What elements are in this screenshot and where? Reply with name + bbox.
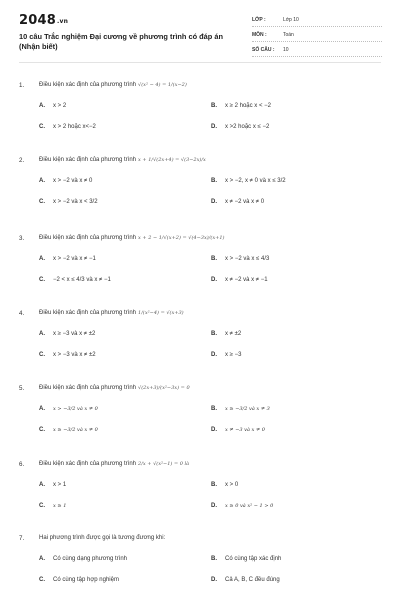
info-label: MÔN :: [252, 31, 267, 38]
question-number: 3.: [19, 234, 25, 242]
option-d[interactable]: [211, 501, 273, 511]
options: [39, 101, 381, 139]
option-letter: C.: [39, 277, 45, 283]
option-text: x ≥ 2 hoặc x < −2: [225, 103, 271, 109]
question-text: [39, 461, 189, 467]
option-letter: B.: [211, 331, 217, 337]
question-text: [39, 157, 206, 163]
question-stem: Điều kiện xác định của phương trình: [39, 157, 137, 163]
question-3: [19, 233, 381, 292]
option-letter: B.: [211, 556, 217, 562]
option-letter: A.: [39, 178, 45, 184]
option-text: x >2 hoặc x ≤ −2: [225, 124, 270, 130]
option-b[interactable]: [211, 404, 270, 414]
question-text: [39, 535, 167, 541]
question-6: [19, 459, 381, 518]
option-text: x > 1: [53, 482, 67, 488]
option-d[interactable]: [211, 197, 264, 207]
info-label: LỚP :: [252, 16, 266, 23]
option-text: x > −3 và x ≠ ±2: [53, 352, 96, 358]
option-letter: A.: [39, 256, 45, 262]
option-letter: C.: [39, 199, 45, 205]
option-letter: D.: [211, 352, 217, 358]
option-b[interactable]: [211, 101, 271, 111]
option-letter: B.: [211, 256, 217, 262]
question-stem: Hai phương trình được gọi là tương đương khi:: [39, 535, 166, 541]
options: [39, 404, 381, 442]
info-panel: [252, 15, 382, 60]
option-text: x > −2 và x < 3/2: [53, 199, 98, 205]
option-a[interactable]: [39, 176, 92, 186]
question-text: [39, 385, 190, 391]
option-text: x > −2, x ≠ 0 và x ≤ 3/2: [225, 178, 286, 184]
option-letter: C.: [39, 124, 45, 130]
option-text: x ≠ −2 và x ≠ 0: [225, 199, 265, 205]
option-letter: C.: [39, 352, 45, 358]
option-text: x > −2 và x ≤ 4/3: [225, 256, 270, 262]
question-math: 2/x + √(x²−1) = 0 là: [138, 461, 190, 467]
option-letter: A.: [39, 331, 45, 337]
option-text: x ≥ −3/2 và x ≠ 0: [53, 427, 98, 433]
option-letter: B.: [211, 482, 217, 488]
option-text: x ≥ −3: [225, 352, 242, 358]
question-stem: Điều kiện xác định của phương trình: [39, 461, 137, 467]
options: [39, 554, 381, 592]
option-d[interactable]: [211, 350, 241, 360]
option-letter: D.: [211, 503, 217, 509]
question-math: x + 1/√(2x+4) = √(3−2x)/x: [138, 157, 206, 163]
option-letter: B.: [211, 103, 217, 109]
question-stem: Điều kiện xác định của phương trình: [39, 385, 137, 391]
option-letter: A.: [39, 556, 45, 562]
question-5: [19, 383, 381, 442]
option-c[interactable]: [39, 197, 98, 207]
option-d[interactable]: [211, 275, 268, 285]
option-a[interactable]: [39, 329, 95, 339]
options: [39, 480, 381, 518]
info-value: Toán: [283, 31, 294, 38]
info-row-count: [252, 45, 382, 54]
question-math: 1/(x²−4) = √(x+3): [138, 310, 184, 316]
option-c[interactable]: [39, 275, 111, 285]
info-row-class: [252, 15, 382, 24]
option-d[interactable]: [211, 122, 269, 132]
option-b[interactable]: [211, 329, 241, 339]
option-letter: A.: [39, 103, 45, 109]
option-letter: D.: [211, 124, 217, 130]
info-value: 10: [283, 46, 289, 53]
info-row-subject: [252, 30, 382, 39]
option-c[interactable]: [39, 575, 119, 585]
question-1: [19, 80, 381, 139]
option-text: x > −3/2 và x ≠ 0: [53, 406, 98, 412]
question-number: 6.: [19, 460, 25, 468]
option-text: x > 0: [225, 482, 239, 488]
option-a[interactable]: [39, 404, 98, 414]
option-c[interactable]: [39, 350, 96, 360]
option-letter: D.: [211, 577, 217, 583]
option-b[interactable]: [211, 554, 281, 564]
option-text: x ≥ 0 và x² − 1 > 0: [225, 503, 274, 509]
option-letter: A.: [39, 406, 45, 412]
question-number: 5.: [19, 384, 25, 392]
option-a[interactable]: [39, 254, 96, 264]
option-text: x > 2: [53, 103, 67, 109]
option-text: x ≠ ±2: [225, 331, 242, 337]
option-d[interactable]: [211, 575, 280, 585]
option-b[interactable]: [211, 254, 269, 264]
option-letter: D.: [211, 199, 217, 205]
option-letter: A.: [39, 482, 45, 488]
option-c[interactable]: [39, 425, 98, 435]
question-text: [39, 235, 225, 241]
question-math: √(2x+3)/(x²−3x) = 0: [138, 385, 190, 391]
question-number: 7.: [19, 534, 25, 542]
option-text: x ≠ −2 và x ≠ −1: [225, 277, 268, 283]
option-text: x ≥ 1: [53, 503, 67, 509]
document-title: 10 câu Trắc nghiệm Đại cương về phương trình có đáp án (Nhận biết): [19, 32, 223, 51]
question-number: 2.: [19, 156, 25, 164]
option-d[interactable]: [211, 425, 265, 435]
option-a[interactable]: [39, 554, 127, 564]
option-text: x ≠ −3 và x ≠ 0: [225, 427, 265, 433]
question-text: [39, 310, 184, 316]
question-number: 1.: [19, 81, 25, 89]
option-letter: C.: [39, 577, 45, 583]
question-2: [19, 155, 381, 214]
options: [39, 254, 381, 292]
option-a[interactable]: [39, 101, 66, 111]
question-stem: Điều kiện xác định của phương trình: [39, 82, 137, 88]
option-text: x > −2 và x ≠ 0: [53, 178, 93, 184]
option-text: x > 2 hoặc x<−2: [53, 124, 96, 130]
logo-text: 2048: [19, 13, 56, 28]
option-letter: D.: [211, 277, 217, 283]
question-math: √(x² − 4) = 1/(x−2): [138, 82, 187, 88]
option-b[interactable]: [211, 176, 286, 186]
question-text: [39, 82, 187, 88]
options: [39, 176, 381, 214]
question-7: [19, 533, 381, 592]
header-divider: [19, 62, 381, 63]
option-text: Có cùng tập hợp nghiệm: [53, 577, 119, 583]
option-text: Có cùng dạng phương trình: [53, 556, 128, 562]
option-text: x ≥ −3 và x ≠ ±2: [53, 331, 96, 337]
option-text: x > −2 và x ≠ −1: [53, 256, 96, 262]
option-c[interactable]: [39, 501, 66, 511]
option-letter: C.: [39, 503, 45, 509]
question-stem: Điều kiện xác định của phương trình: [39, 310, 137, 316]
option-a[interactable]: [39, 480, 66, 490]
option-text: Cả A, B, C đều đúng: [225, 577, 280, 583]
option-c[interactable]: [39, 122, 96, 132]
option-letter: D.: [211, 427, 217, 433]
info-label: SỐ CÂU :: [252, 46, 275, 53]
option-letter: C.: [39, 427, 45, 433]
site-logo[interactable]: [19, 13, 68, 28]
question-stem: Điều kiện xác định của phương trình: [39, 235, 137, 241]
option-text: Có cùng tập xác định: [225, 556, 282, 562]
question-number: 4.: [19, 309, 25, 317]
question-4: [19, 308, 381, 367]
options: [39, 329, 381, 367]
info-value: Lớp 10: [283, 16, 299, 23]
option-text: −2 < x ≤ 4/3 và x ≠ −1: [53, 277, 111, 283]
option-letter: B.: [211, 406, 217, 412]
option-letter: B.: [211, 178, 217, 184]
option-text: x ≥ −3/2 và x ≠ 3: [225, 406, 270, 412]
question-math: x + 2 − 1/√(x+2) = √(4−3x)/(x+1): [138, 235, 225, 241]
option-b[interactable]: [211, 480, 238, 490]
logo-suffix: .vn: [56, 18, 69, 25]
